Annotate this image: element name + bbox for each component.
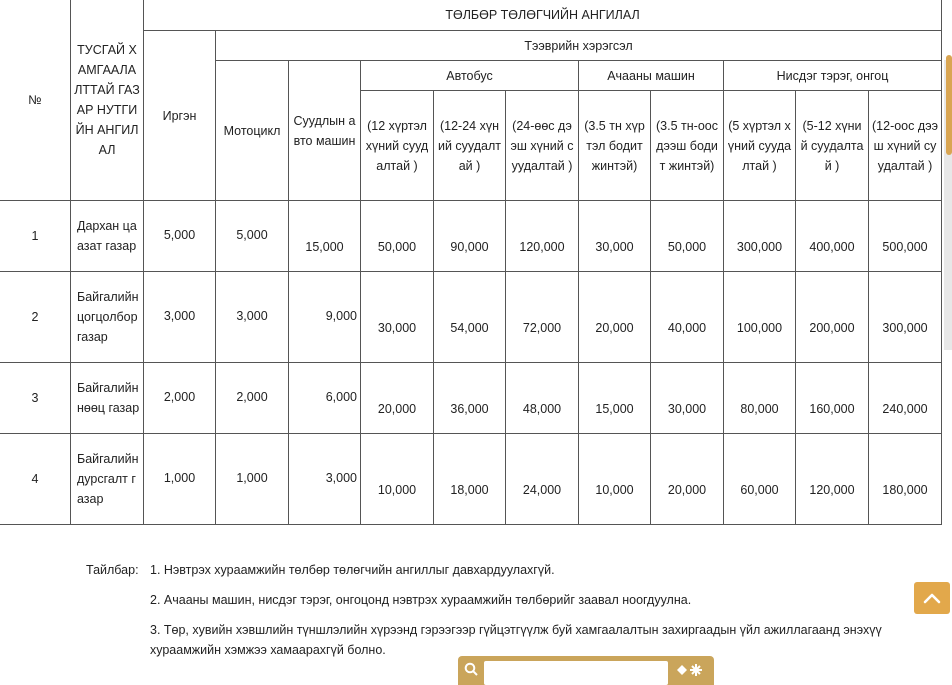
fee-cell: 400,000 [796,201,869,272]
header-aircraft: Нисдэг тэрэг, онгоц [724,61,942,91]
fee-cell: 20,000 [651,434,724,525]
table-row [0,201,942,272]
row-area-name: Байгалийн цогцолбор газар [71,272,144,363]
fee-cell: 120,000 [506,201,579,272]
notes-list [86,560,906,660]
settings-icon[interactable] [674,662,704,678]
fee-cell: 54,000 [434,272,506,363]
fee-cell: 20,000 [361,363,434,434]
fee-cell: 15,000 [289,201,361,272]
fee-cell: 180,000 [869,434,942,525]
fee-cell: 72,000 [506,272,579,363]
header-aircraft-large: (12-оос дээш хүний суудалтай ) [869,91,942,201]
fee-cell: 5,000 [144,201,216,272]
row-number: 4 [0,434,71,525]
fee-cell: 10,000 [579,434,651,525]
header-truck: Ачааны машин [579,61,724,91]
arrow-up-icon [923,592,941,604]
fee-cell: 20,000 [579,272,651,363]
header-number: № [0,0,71,201]
note-item: 2. Ачааны машин, нисдэг тэрэг, онгоцонд нэвтрэх хураамжийн төлбөрийг заавал ноогдуулна. [150,593,692,607]
search-toolbar [458,656,714,685]
header-aircraft-medium: (5-12 хүний суудалтай ) [796,91,869,201]
fee-cell: 15,000 [579,363,651,434]
fee-cell: 500,000 [869,201,942,272]
header-motorcycle: Мотоцикл [216,61,289,201]
header-truck-light: (3.5 тн хүртэл бодит жинтэй) [579,91,651,201]
fee-cell: 10,000 [361,434,434,525]
header-truck-heavy: (3.5 тн-оос дээш бодит жинтэй) [651,91,724,201]
note-item: 1. Нэвтрэх хураамжийн төлбөр төлөгчийн ангиллыг давхардуулахгүй. [150,563,555,577]
header-car: Суудлын авто машин [289,61,361,201]
fee-cell: 80,000 [724,363,796,434]
note-item: 3. Төр, хувийн хэвшлийн түншлэлийн хүрээнд гэрээгээр гүйцэтгүүлж буй хамгаалалтын захиргаадын үйл ажиллагаанд энэхүү хураамжийн хэмжээ хамаарахгүй болно. [150,623,882,657]
table-row [0,363,942,434]
fee-cell: 1,000 [216,434,289,525]
fee-cell: 60,000 [724,434,796,525]
search-icon[interactable] [464,662,478,676]
header-area-category: ТУСГАЙ ХАМГААЛАЛТТАЙ ГАЗАР НУТГИЙН АНГИЛАЛ [71,0,144,201]
fee-cell: 200,000 [796,272,869,363]
row-area-name: Байгалийн дурсгалт газар [71,434,144,525]
fee-cell: 240,000 [869,363,942,434]
header-aircraft-small: (5 хүртэл хүний суудалтай ) [724,91,796,201]
fee-cell: 48,000 [506,363,579,434]
fee-cell: 1,000 [144,434,216,525]
fee-cell: 90,000 [434,201,506,272]
fee-cell: 300,000 [869,272,942,363]
fee-cell: 50,000 [651,201,724,272]
fee-cell: 160,000 [796,363,869,434]
header-bus-small: (12 хүртэл хүний суудалтай ) [361,91,434,201]
table-row [0,434,942,525]
row-area-name: Дархан цаазат газар [71,201,144,272]
notes-section [86,560,906,670]
row-number: 3 [0,363,71,434]
fee-cell: 24,000 [506,434,579,525]
notes-label: Тайлбар: [86,563,139,577]
fee-cell: 120,000 [796,434,869,525]
fee-cell: 50,000 [361,201,434,272]
fee-cell: 30,000 [361,272,434,363]
header-bus-medium: (12-24 хүний суудалтай ) [434,91,506,201]
fee-cell: 3,000 [289,434,361,525]
header-vehicle: Тээврийн хэрэгсэл [216,31,942,61]
row-number: 1 [0,201,71,272]
fee-cell: 9,000 [289,272,361,363]
fee-cell: 2,000 [144,363,216,434]
row-number: 2 [0,272,71,363]
scrollbar-thumb[interactable] [946,55,952,155]
table-row [0,272,942,363]
fee-cell: 3,000 [216,272,289,363]
scroll-to-top-button[interactable] [914,582,950,614]
fee-cell: 6,000 [289,363,361,434]
header-citizen: Иргэн [144,31,216,201]
fee-cell: 3,000 [144,272,216,363]
header-bus-large: (24-өөс дээш хүний суудалтай ) [506,91,579,201]
header-bus: Автобус [361,61,579,91]
fee-cell: 30,000 [651,363,724,434]
fee-cell: 5,000 [216,201,289,272]
fee-cell: 2,000 [216,363,289,434]
fee-cell: 30,000 [579,201,651,272]
fee-cell: 36,000 [434,363,506,434]
row-area-name: Байгалийн нөөц газар [71,363,144,434]
fee-cell: 18,000 [434,434,506,525]
fee-cell: 100,000 [724,272,796,363]
fee-cell: 40,000 [651,272,724,363]
fee-cell: 300,000 [724,201,796,272]
header-payer-category: ТӨЛБӨР ТӨЛӨГЧИЙН АНГИЛАЛ [144,0,942,31]
search-input[interactable] [484,661,668,685]
